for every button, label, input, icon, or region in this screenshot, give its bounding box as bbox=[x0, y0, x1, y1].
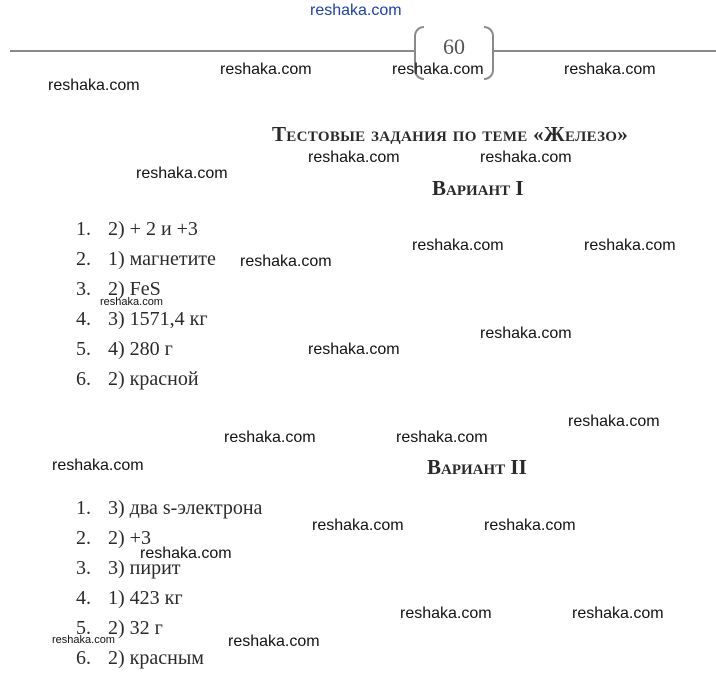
item-number: 1. bbox=[76, 497, 91, 519]
watermark: reshaka.com bbox=[220, 61, 312, 78]
watermark: reshaka.com bbox=[224, 429, 316, 446]
item-answer: 3) пирит bbox=[108, 557, 181, 579]
item-number: 2. bbox=[76, 248, 91, 270]
page-title: Тестовые задания по теме «Железо» bbox=[272, 122, 629, 146]
item-number: 5. bbox=[76, 338, 91, 360]
item-number: 4. bbox=[76, 587, 91, 609]
watermark: reshaka.com bbox=[308, 341, 400, 358]
list-item bbox=[76, 497, 262, 520]
watermark: reshaka.com bbox=[136, 165, 228, 182]
item-number: 2. bbox=[76, 527, 91, 549]
list-item bbox=[76, 647, 204, 670]
watermark: reshaka.com bbox=[140, 545, 232, 562]
item-answer: 2) красной bbox=[108, 368, 199, 390]
item-number: 4. bbox=[76, 308, 91, 330]
watermark: reshaka.com bbox=[396, 429, 488, 446]
item-number: 6. bbox=[76, 368, 91, 390]
list-item bbox=[76, 368, 199, 391]
watermark: reshaka.com bbox=[52, 457, 144, 474]
item-answer: 1) 423 кг bbox=[108, 587, 183, 609]
watermark: reshaka.com bbox=[484, 517, 576, 534]
item-number: 1. bbox=[76, 218, 91, 240]
variant-2-title: Вариант II bbox=[427, 455, 527, 479]
list-item bbox=[76, 308, 208, 331]
item-number: 3. bbox=[76, 278, 91, 300]
header-rule-right bbox=[493, 50, 716, 52]
item-answer: 4) 280 г bbox=[108, 338, 173, 360]
watermark: reshaka.com bbox=[564, 61, 656, 78]
item-number: 5. bbox=[76, 617, 91, 639]
item-answer: 2) +3 bbox=[108, 527, 151, 549]
item-answer: 3) 1571,4 кг bbox=[108, 308, 208, 330]
watermark: reshaka.com bbox=[52, 634, 115, 646]
item-answer: 2) + 2 и +3 bbox=[108, 218, 198, 240]
item-answer: 3) два s-электрона bbox=[108, 497, 263, 519]
watermark: reshaka.com bbox=[48, 77, 140, 94]
watermark: reshaka.com bbox=[392, 61, 484, 78]
watermark: reshaka.com bbox=[480, 325, 572, 342]
item-number: 3. bbox=[76, 557, 91, 579]
watermark: reshaka.com bbox=[480, 149, 572, 166]
watermark: reshaka.com bbox=[584, 237, 676, 254]
watermark: reshaka.com bbox=[572, 605, 664, 622]
watermark: reshaka.com bbox=[308, 149, 400, 166]
site-link[interactable]: reshaka.com bbox=[310, 2, 402, 19]
item-answer: 2) 32 г bbox=[108, 617, 163, 639]
watermark: reshaka.com bbox=[400, 605, 492, 622]
list-item bbox=[76, 218, 198, 241]
item-number: 6. bbox=[76, 647, 91, 669]
watermark: reshaka.com bbox=[228, 633, 320, 650]
item-answer: 1) магнетите bbox=[108, 248, 216, 270]
watermark: reshaka.com bbox=[312, 517, 404, 534]
header-rule-left bbox=[10, 50, 415, 52]
list-item bbox=[76, 248, 216, 271]
list-item bbox=[76, 587, 183, 610]
page-number: 60 bbox=[443, 34, 465, 59]
item-answer: 2) красным bbox=[108, 647, 204, 669]
item-answer: 2) FeS bbox=[108, 278, 161, 300]
watermark: reshaka.com bbox=[240, 253, 332, 270]
watermark: reshaka.com bbox=[568, 413, 660, 430]
watermark: reshaka.com bbox=[412, 237, 504, 254]
watermark: reshaka.com bbox=[100, 296, 163, 308]
list-item bbox=[76, 338, 173, 361]
variant-1-title: Вариант I bbox=[432, 176, 524, 200]
